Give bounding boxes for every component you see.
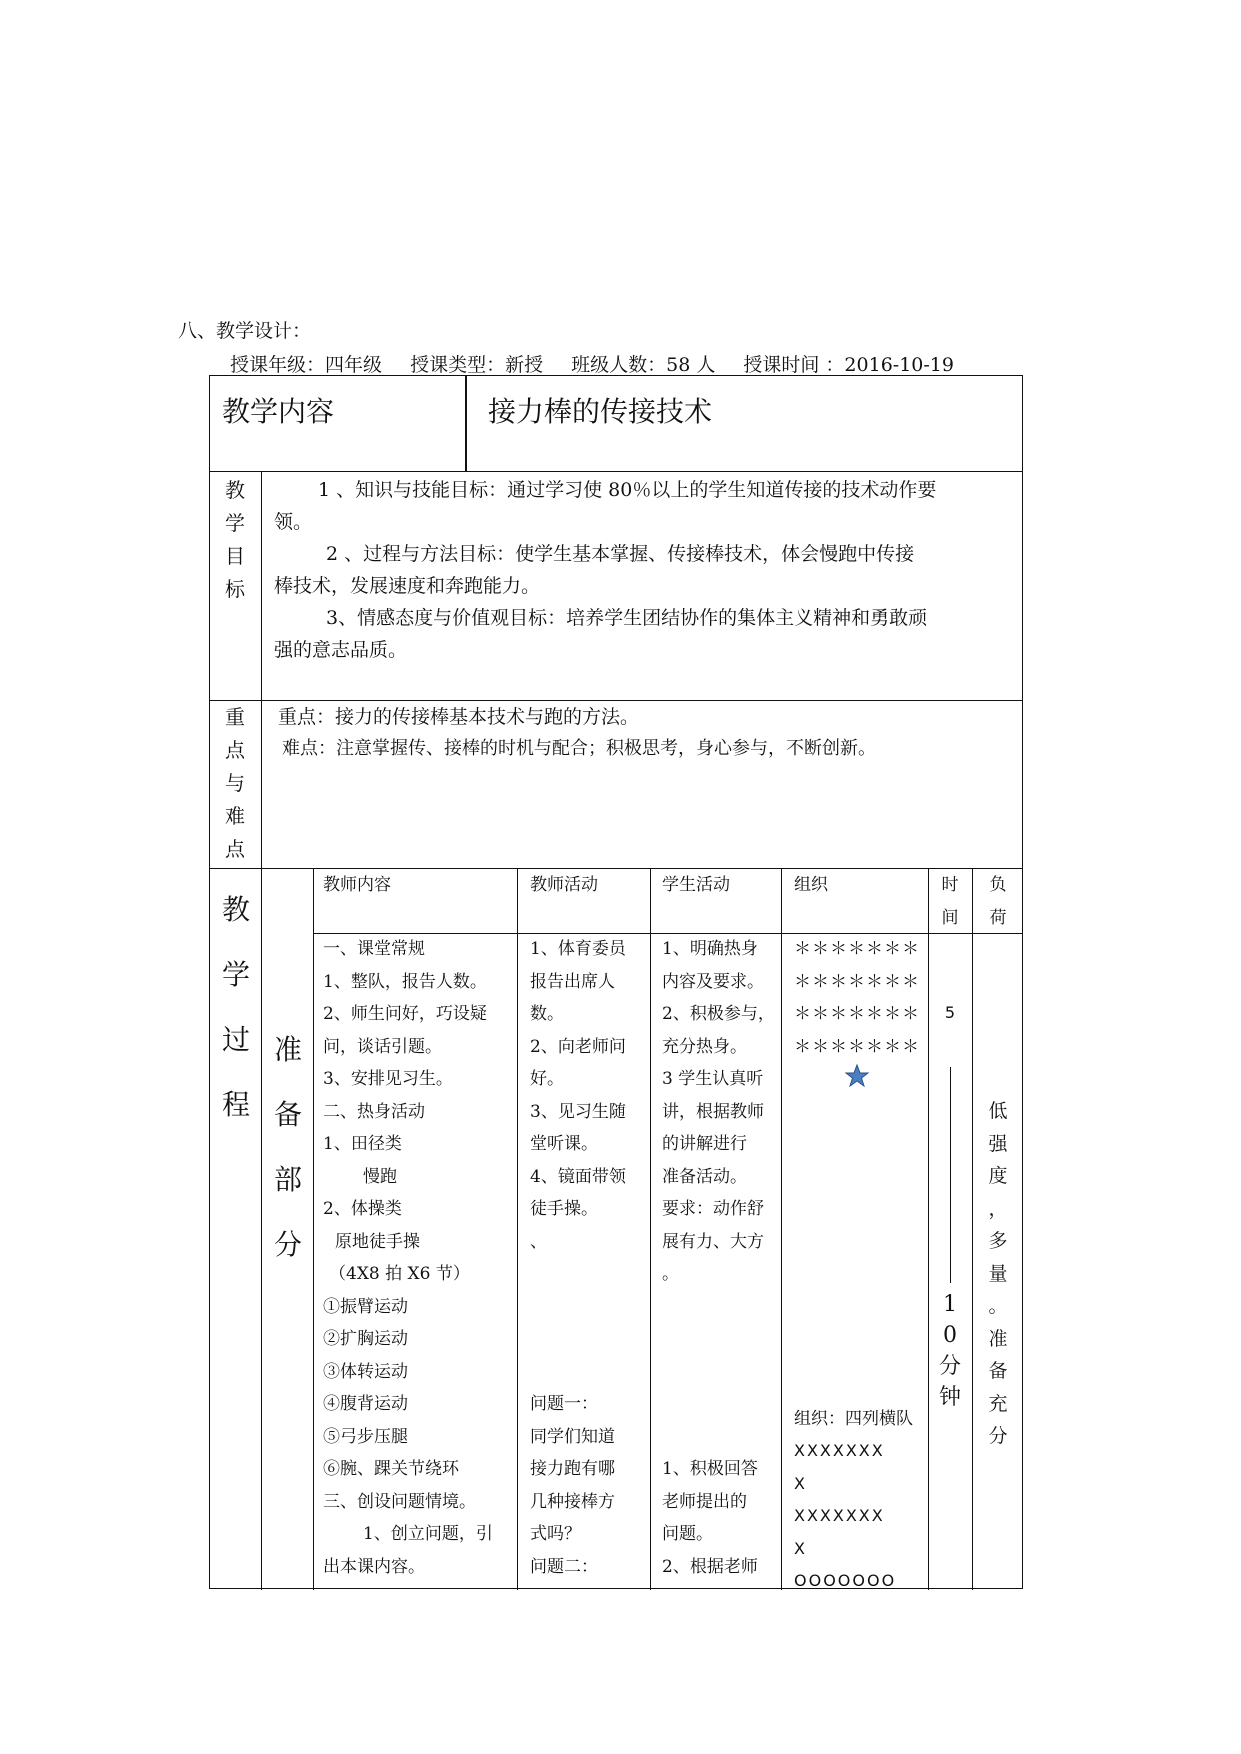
- load-header-char: 荷: [989, 907, 1007, 928]
- teacher-content-line: ③体转运动: [323, 1361, 408, 1382]
- time-duration-char: 分: [938, 1354, 961, 1379]
- teacher-content-line: ⑤弓步压腿: [323, 1426, 408, 1447]
- teacher-content-column: [323, 933, 515, 1583]
- student-activity-line: 老师提出的: [662, 1491, 747, 1512]
- process-label-char: 学: [221, 958, 250, 991]
- time-duration-char: 0: [943, 1323, 957, 1348]
- goals-text: [274, 474, 1019, 666]
- teacher-content-line: 问，谈话引题。: [323, 1036, 442, 1057]
- process-label: [218, 877, 254, 1137]
- goals-label-char: 学: [225, 511, 245, 535]
- organization-row: ＊＊＊＊＊＊＊: [794, 971, 920, 992]
- lesson-date: 授课时间 ：2016-10-19: [743, 354, 954, 376]
- teacher-content-line: 2、师生问好，巧设疑: [323, 1004, 487, 1024]
- goal-line: 强的意志品质。: [274, 639, 408, 661]
- student-activity-line: 2、积极参与，: [662, 1004, 775, 1024]
- teacher-content-line: 二、热身活动: [323, 1101, 425, 1122]
- organization-row: OOOOOOO: [794, 1571, 897, 1590]
- teacher-content-line: 2、体操类: [323, 1199, 402, 1219]
- organization-row: X: [794, 1473, 807, 1493]
- student-activity-line: 问题。: [662, 1524, 713, 1544]
- teacher-content-line: 出本课内容。: [323, 1556, 425, 1577]
- content-row: [210, 376, 1022, 472]
- organization-row: XXXXXXX: [794, 1441, 885, 1460]
- teacher-content-line: 1、创立问题，引: [363, 1524, 493, 1544]
- student-activity-line: [662, 1388, 778, 1421]
- teacher-content-line: ①振臂运动: [323, 1296, 408, 1317]
- student-activity-line: 内容及要求。: [662, 971, 764, 992]
- lesson-meta: [230, 350, 976, 377]
- teacher-activity-line: 4、镜面带领: [530, 1166, 626, 1187]
- header-teacher-activity: 教师活动: [530, 875, 598, 895]
- teacher-activity-line: 2、向老师问: [530, 1036, 626, 1057]
- organization-row: ＊＊＊＊＊＊＊: [794, 939, 920, 959]
- load-char: 低: [988, 1100, 1008, 1122]
- difficult-point: 难点：注意掌握传、接棒的时机与配合；积极思考，身心参与，不断创新。: [282, 738, 876, 759]
- student-activity-column: [662, 933, 778, 1583]
- student-activity-line: 充分热身。: [662, 1036, 747, 1057]
- key-points-label-char: 与: [225, 771, 245, 795]
- teacher-content-line: ⑥腕、踝关节绕环: [323, 1459, 459, 1479]
- teacher-activity-line: 好。: [530, 1069, 564, 1089]
- teacher-activity-line: 同学们知道: [530, 1426, 615, 1447]
- student-activity-line: 准备活动。: [662, 1166, 747, 1187]
- teacher-activity-line: 问题一：: [530, 1394, 598, 1414]
- header-student-activity: 学生活动: [662, 875, 730, 895]
- header-load: [976, 869, 1020, 934]
- student-activity-line: 1、明确热身: [662, 939, 758, 959]
- process-section: [210, 869, 1022, 1590]
- section-heading: 八、教学设计：: [178, 320, 312, 342]
- student-activity-line: 1、积极回答: [662, 1459, 758, 1479]
- teacher-content-line: （4X8 拍 X6 节）: [329, 1264, 470, 1284]
- time-header-char: 时: [941, 875, 959, 895]
- process-label-char: 程: [221, 1088, 250, 1121]
- organization-row: ＊＊＊＊＊＊＊: [794, 1004, 920, 1024]
- student-activity-line: [662, 1356, 778, 1389]
- content-value: 接力棒的传接技术: [488, 395, 713, 428]
- class-size: 班级人数：58 人: [571, 354, 716, 376]
- section-label-char: 分: [273, 1228, 302, 1261]
- key-points-row: [210, 701, 1022, 869]
- load-char: 强: [988, 1132, 1008, 1155]
- time-header-char: 间: [941, 907, 959, 928]
- teacher-activity-line: [530, 1258, 648, 1291]
- load-char: 分: [988, 1425, 1008, 1447]
- load-char: 准: [988, 1327, 1008, 1350]
- goal-line: 棒技术，发展速度和奔跑能力。: [274, 575, 541, 597]
- star-icon: [845, 1064, 869, 1088]
- teacher-activity-line: 接力跑有哪: [530, 1459, 615, 1479]
- key-points-label-char: 难: [225, 804, 245, 828]
- student-activity-line: [662, 1421, 778, 1454]
- prep-section-label: [270, 1017, 306, 1277]
- lesson-type: 授课类型：新授: [410, 354, 544, 376]
- teacher-activity-line: 、: [530, 1231, 547, 1252]
- process-label-char: 过: [221, 1023, 250, 1056]
- time-range-line: [950, 1067, 951, 1283]
- teacher-content-line: 三、创设问题情境。: [323, 1491, 476, 1512]
- teacher-activity-line: 几种接棒方: [530, 1491, 615, 1512]
- teacher-content-line: ②扩胸运动: [323, 1329, 408, 1349]
- teacher-activity-line: 报告出席人: [530, 971, 615, 992]
- teacher-activity-line: 数。: [530, 1004, 564, 1024]
- student-activity-line: 3 学生认真听: [662, 1069, 764, 1089]
- load-header-char: 负: [989, 875, 1007, 895]
- teacher-content-line: ④腹背运动: [323, 1394, 408, 1414]
- load-char: 度: [988, 1165, 1008, 1187]
- teacher-activity-line: 式吗？: [530, 1524, 581, 1544]
- organization-formation: [794, 933, 924, 1063]
- goals-label-char: 标: [225, 577, 245, 601]
- organization-row: X: [794, 1538, 807, 1558]
- organization-row: XXXXXXX: [794, 1506, 885, 1525]
- teacher-activity-line: 问题二：: [530, 1556, 598, 1577]
- key-points-label-char: 点: [225, 837, 245, 861]
- header-organization: 组织: [794, 875, 828, 895]
- lesson-table: [209, 375, 1023, 1589]
- goal-line: 1 、知识与技能目标：通过学习使 80％以上的学生知道传接的技术动作要: [318, 479, 937, 501]
- teacher-activity-line: 徒手操。: [530, 1199, 598, 1219]
- process-label-char: 教: [221, 893, 250, 926]
- student-activity-line: 2、根据老师: [662, 1556, 758, 1577]
- section-label-char: 准: [273, 1033, 302, 1066]
- goals-label-char: 教: [225, 478, 245, 502]
- student-activity-line: 要求：动作舒: [662, 1199, 764, 1219]
- teacher-activity-line: 1、体育委员: [530, 939, 626, 959]
- student-activity-line: 展有力、大方: [662, 1231, 764, 1252]
- grade: 授课年级：四年级: [230, 354, 383, 376]
- goal-line: 3、情感态度与价值观目标：培养学生团结协作的集体主义精神和勇敢顽: [326, 607, 928, 629]
- section-label-char: 备: [273, 1098, 302, 1131]
- goal-line: 领。: [274, 511, 313, 533]
- goal-line: 2 、过程与方法目标：使学生基本掌握、传接棒技术，体会慢跑中传接: [326, 543, 915, 565]
- time-duration: [932, 1289, 968, 1413]
- teacher-activity-line: [530, 1291, 648, 1324]
- teacher-content-line: 原地徒手操: [335, 1231, 420, 1252]
- content-label: 教学内容: [222, 395, 335, 428]
- student-activity-line: 讲，根据教师: [662, 1101, 764, 1122]
- load-char: 量: [988, 1262, 1008, 1285]
- teacher-content-line: 1、整队，报告人数。: [323, 971, 487, 992]
- student-activity-line: 的讲解进行: [662, 1134, 747, 1154]
- time-start: 5: [944, 1003, 956, 1022]
- student-activity-line: [662, 1323, 778, 1356]
- goals-label: [220, 474, 250, 606]
- teacher-content-line: 一、课堂常规: [323, 939, 425, 959]
- key-points-label: [220, 701, 250, 866]
- key-points-label-char: 点: [225, 738, 245, 762]
- load-char: ，: [988, 1197, 1008, 1220]
- organization-row: ＊＊＊＊＊＊＊: [794, 1036, 920, 1057]
- organization-formation-2: [794, 1435, 924, 1598]
- teacher-content-line: 慢跑: [363, 1166, 397, 1187]
- load-column: [976, 1095, 1020, 1453]
- organization-label: 组织：四列横队: [794, 1409, 913, 1429]
- header-teacher-content: 教师内容: [323, 875, 391, 895]
- section-label-char: 部: [273, 1163, 302, 1196]
- time-duration-char: 1: [943, 1292, 957, 1317]
- student-activity-line: 。: [662, 1264, 679, 1284]
- load-char: 。: [988, 1295, 1008, 1317]
- goals-label-char: 目: [225, 544, 245, 568]
- header-time: [932, 869, 968, 934]
- load-char: 多: [988, 1230, 1008, 1252]
- student-activity-line: [662, 1291, 778, 1324]
- key-points-text: [278, 701, 1018, 765]
- time-duration-char: 钟: [938, 1385, 961, 1410]
- teacher-content-line: 3、安排见习生。: [323, 1069, 453, 1089]
- teacher-activity-line: 堂听课。: [530, 1134, 598, 1154]
- key-point: 重点：接力的传接棒基本技术与跑的方法。: [278, 706, 640, 728]
- key-points-label-char: 重: [225, 705, 245, 729]
- teacher-activity-column: [530, 933, 648, 1583]
- load-char: 充: [988, 1392, 1008, 1415]
- teacher-activity-line: 3、见习生随: [530, 1101, 626, 1122]
- goals-row: [210, 472, 1022, 701]
- teacher-content-line: 1、田径类: [323, 1134, 402, 1154]
- teacher-activity-line: [530, 1356, 648, 1389]
- teacher-activity-line: [530, 1323, 648, 1356]
- load-char: 备: [988, 1360, 1008, 1382]
